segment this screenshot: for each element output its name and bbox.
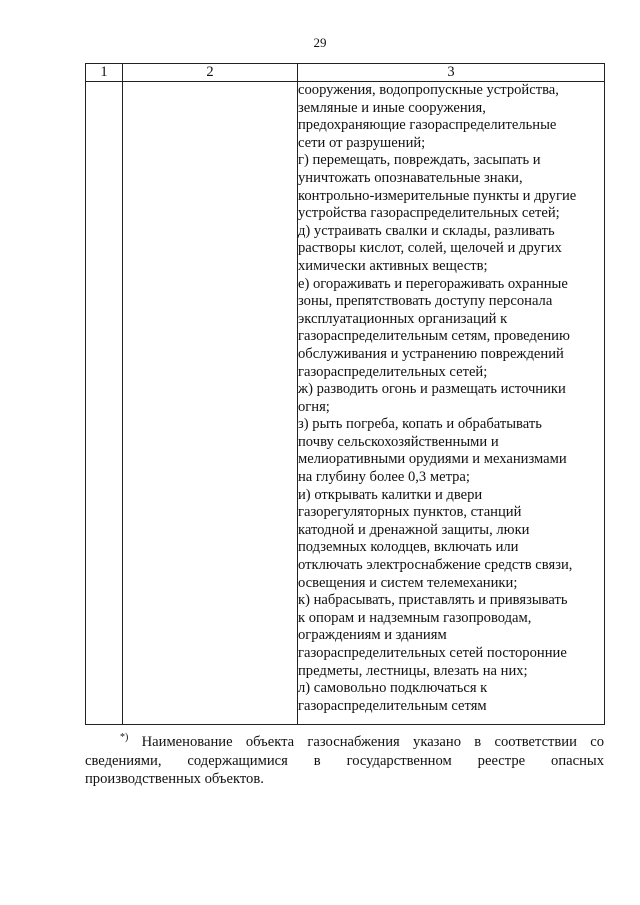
content-line: контрольно-измерительные пункты и другие	[298, 187, 577, 204]
content-line: газораспределительных сетей;	[298, 363, 488, 380]
content-line: предохраняющие газораспределительные	[298, 117, 557, 134]
table-row	[86, 82, 605, 725]
content-line: обслуживания и устранению повреждений	[298, 345, 564, 362]
content-line: мелиоративными орудиями и механизмами	[298, 451, 567, 468]
footnote-line-text: Наименование объекта газоснабжения указано в соответствии со	[141, 734, 604, 750]
content-line: з) рыть погреба, копать и обрабатывать	[298, 416, 542, 433]
content-line: подземных колодцев, включать или	[298, 539, 519, 556]
footnote-line	[85, 733, 604, 752]
table-cell-col3	[298, 82, 605, 725]
content-line: отключать электроснабжение средств связи,	[298, 557, 573, 574]
document-table	[85, 63, 605, 725]
content-line: почву сельскохозяйственными и	[298, 433, 499, 450]
footnote	[85, 733, 604, 789]
content-line: эксплуатационных организаций к	[298, 310, 508, 327]
content-line: на глубину более 0,3 метра;	[298, 469, 470, 486]
content-line: сети от разрушений;	[298, 134, 426, 151]
table-cell-col2	[123, 82, 298, 725]
content-line: растворы кислот, солей, щелочей и других	[298, 240, 562, 257]
content-line: газораспределительным сетям, проведению	[298, 328, 570, 345]
footnote-marker: *)	[120, 732, 129, 744]
page-number: 29	[313, 35, 327, 50]
content-line: зоны, препятствовать доступу персонала	[298, 293, 553, 310]
content-line: ж) разводить огонь и размещать источники	[298, 381, 566, 398]
prohibitions-text	[298, 82, 604, 715]
content-line: предметы, лестницы, влезать на них;	[298, 662, 528, 679]
footnote-line: сведениями, содержащимися в государственном реестре опасных	[85, 752, 604, 769]
content-line: к опорам и надземным газопроводам,	[298, 609, 532, 626]
content-line: катодной и дренажной защиты, люки	[298, 521, 530, 538]
content-line: освещения и систем телемеханики;	[298, 574, 518, 591]
content-line: е) огораживать и перегораживать охранные	[298, 275, 568, 292]
content-line: ограждениям и зданиям	[298, 627, 447, 644]
content-line: г) перемещать, повреждать, засыпать и	[298, 152, 541, 169]
content-line: химически активных веществ;	[298, 257, 488, 274]
content-line: сооружения, водопропускные устройства,	[298, 82, 559, 98]
table-cell-col1	[86, 82, 123, 725]
column-header-1: 1	[86, 64, 123, 82]
content-line: л) самовольно подключаться к	[298, 680, 488, 697]
content-line: газораспределительным сетям	[298, 697, 487, 714]
content-line: земляные и иные сооружения,	[298, 99, 486, 116]
content-line: уничтожать опознавательные знаки,	[298, 169, 523, 186]
column-header-2: 2	[123, 64, 298, 82]
footnote-line: производственных объектов.	[85, 771, 264, 787]
content-line: к) набрасывать, приставлять и привязывать	[298, 592, 568, 609]
content-line: газораспределительных сетей посторонние	[298, 645, 567, 661]
column-header-3: 3	[298, 64, 605, 82]
content-line: и) открывать калитки и двери	[298, 486, 483, 503]
table-header-row	[86, 64, 605, 82]
content-line: газорегуляторных пунктов, станций	[298, 504, 522, 521]
content-line: д) устраивать свалки и склады, разливать	[298, 222, 555, 239]
content-line: устройства газораспределительных сетей;	[298, 205, 560, 222]
content-line: огня;	[298, 398, 330, 415]
